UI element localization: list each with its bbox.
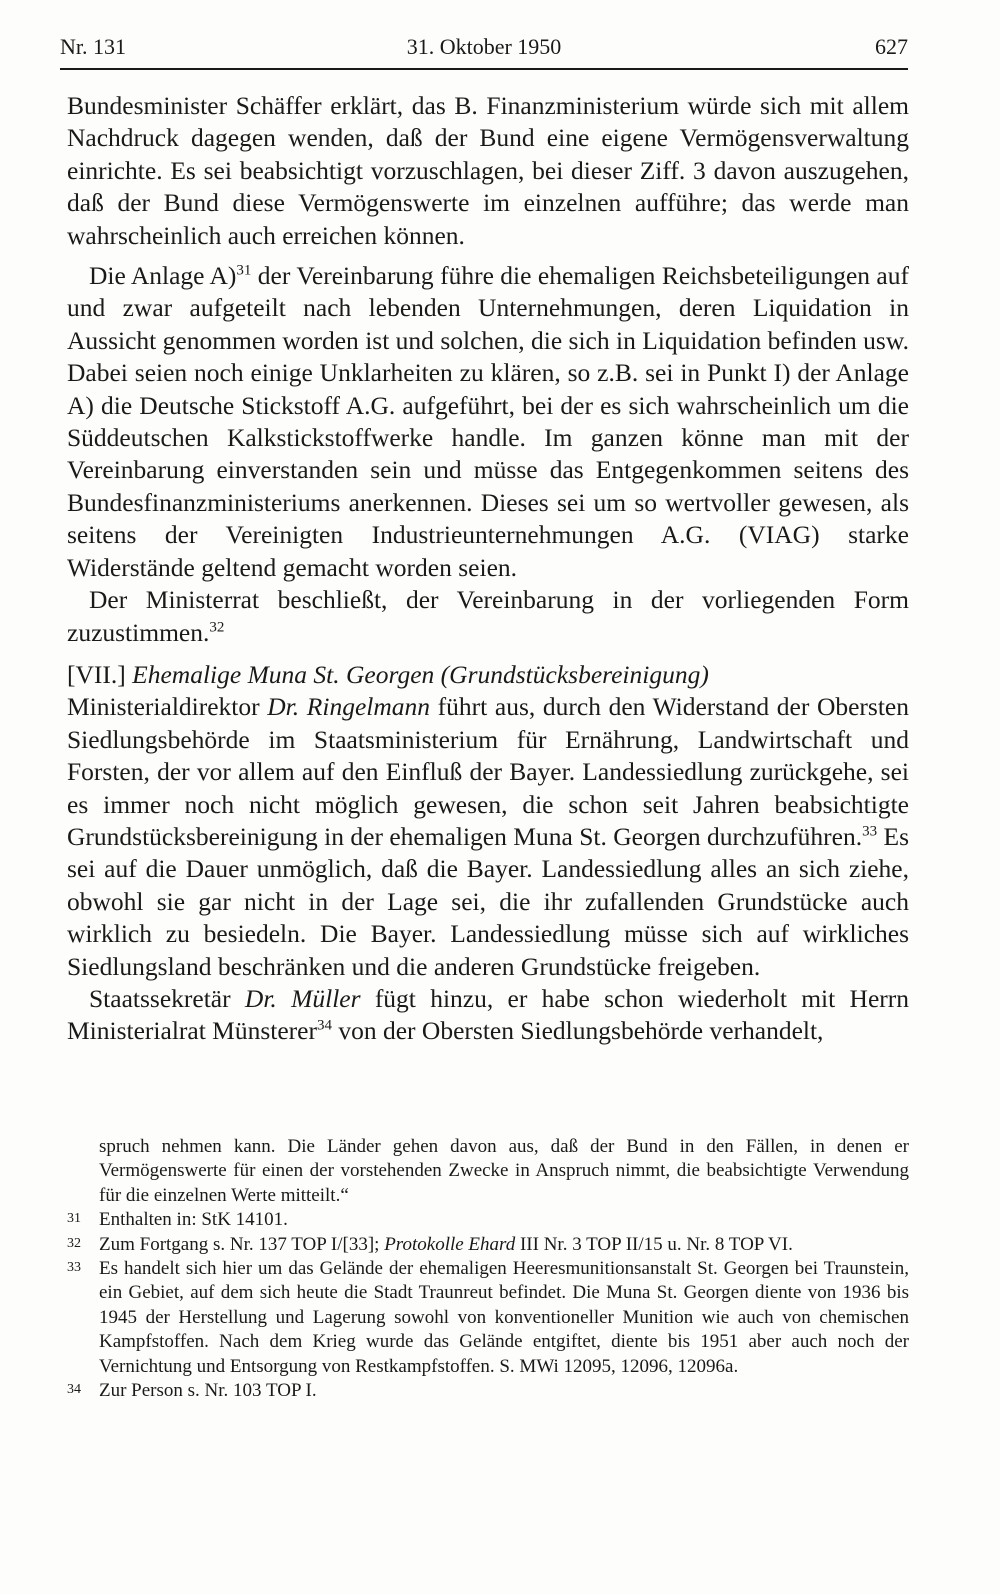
page-number: 627 [875, 34, 908, 59]
paragraph [67, 260, 909, 584]
running-header [60, 30, 908, 64]
footnote-ref: 31 [236, 262, 252, 279]
footnote-text: Es handelt sich hier um das Gelände der ehemaligen Heeresmunitionsanstalt St. Georgen bei Traunstein, ein Gebiet, auf dem sich heute die Stadt Traunreut befindet. Die Muna St. Georgen diente von 1936 bis 1945 der Herstellung und Lagerung sowohl von konventioneller Munition wie auch von chemischen Kampfstoffen. Nach dem Krieg wurde das Gelände entgiftet, diente bis 1951 aber auch noch der Vernichtung und Entsorgung von Restkampfstoffen. S. MWi 12095, 12096, 12096a. [99, 1258, 909, 1377]
text-run: Ministerialdirektor [67, 692, 268, 722]
document-number: Nr. 131 [60, 34, 126, 59]
footnote-33 [67, 1257, 909, 1379]
document-date: 31. Oktober 1950 [406, 34, 562, 59]
footnote-number: 32 [67, 1235, 81, 1251]
text-run: fügt hinzu, er habe schon wiederholt mit Herrn Ministerialrat Münsterer [67, 983, 910, 1046]
footnote-number: 33 [67, 1260, 81, 1276]
text-run: Die Anlage A) [89, 261, 237, 291]
footnote-32 [67, 1233, 909, 1257]
text-run: Der Ministerrat beschließt, der Vereinbarung in der vorliegenden Form zuzustimmen. [67, 585, 909, 647]
footnote-citation: Protokolle Ehard [384, 1233, 516, 1255]
paragraph: Bundesminister Schäffer erklärt, das B. Finanzministerium würde sich mit allem Nachdruck dagegen wenden, daß der Bund eine eigene Vermögensverwaltung einrichte. Es sei beabsichtigt vorzuschlagen, bei dieser Ziff. 3 davon auszugehen, daß der Bund diese Vermögenswerte im einzelnen aufführe; das werde man wahrscheinlich auch erreichen können. [67, 91, 909, 250]
footnote-34 [67, 1379, 909, 1403]
text-run: Staatssekretär [89, 983, 245, 1013]
text-run: führt aus, durch den Widerstand der Obersten Siedlungsbehörde im Staatsministerium für Ernährung, Landwirtschaft und Forsten, der vor allem auf den Einfluß der Bayer. Landessiedlung zurückgehe, sei es immer noch nicht möglich gewesen, die schon seit Jahren beabsichtigte Grundstücksbereinigung in der ehemaligen Muna St. Georgen durchzuführen. [67, 692, 909, 851]
section-title: Ehemalige Muna St. Georgen (Grundstücksbereinigung) [125, 659, 709, 689]
footnote-ref: 34 [316, 1017, 332, 1034]
main-text [67, 90, 909, 1048]
footnote-text: III Nr. 3 TOP II/15 u. Nr. 8 TOP VI. [515, 1233, 793, 1255]
section-heading [67, 659, 909, 691]
footnote-ref: 33 [862, 823, 878, 840]
text-run: der Vereinbarung führe die ehemaligen Reichsbeteiligungen auf und zwar aufgeteilt nach lebenden Unternehmungen, deren Liquidation in Aussicht genommen worden ist und solchen, die sich in Liquidation befinden usw. Dabei seien noch einige Unklarheiten zu klären, so z.B. sei in Punkt I) der Anlage A) die Deutsche Stickstoff A.G. aufgeführt, bei der es sich wahrscheinlich um die Süddeutschen Kalkstickstoffwerke handle. Im ganzen könne man mit der Vereinbarung einverstanden sein und müsse das Entgegenkommen seitens des Bundesfinanzministeriums anerkennen. Dieses sei um so wertvoller gewesen, als seitens der Vereinigten Industrieunternehmungen A.G. (VIAG) starke Widerstände geltend gemacht worden seien. [67, 261, 909, 582]
footnote-ref: 32 [209, 619, 225, 635]
footnote-number: 31 [67, 1211, 81, 1227]
footnote-31 [67, 1208, 909, 1232]
text-run: von der Obersten Siedlungsbehörde verhandelt, [331, 1016, 824, 1046]
paragraph [67, 584, 909, 649]
paragraph [67, 983, 909, 1048]
paragraph [67, 691, 909, 983]
footnote-number: 34 [67, 1382, 81, 1398]
footnote-text: Enthalten in: StK 14101. [99, 1209, 288, 1231]
header-rule [60, 68, 908, 70]
text-run: Es sei auf die Dauer unmöglich, daß die Bayer. Landessiedlung alles an sich ziehe, obwohl sie gar nicht in der Lage sei, die ihr zufallenden Grundstücke auch wirklich zu besiedeln. Die Bayer. Landessiedlung müsse sich auf wirkliches Siedlungsland beschränken und die anderen Grundstücke freigeben. [67, 821, 909, 981]
footnote-continuation: spruch nehmen kann. Die Länder gehen davon aus, daß der Bund in den Fällen, in denen er Vermögenswerte für einen der vorstehenden Zwecke in Anspruch nimmt, die beabsichtigte Verwendung für die einzelnen Werte mitteilt.“ [99, 1136, 909, 1206]
speaker-name: Dr. Müller [244, 983, 361, 1013]
footnote-text: Zum Fortgang s. Nr. 137 TOP I/[33]; [99, 1233, 385, 1255]
speaker-name: Dr. Ringelmann [267, 692, 431, 722]
footnotes [67, 1135, 909, 1403]
section-number: [VII.] [67, 659, 126, 689]
footnote-text: Zur Person s. Nr. 103 TOP I. [99, 1380, 317, 1402]
